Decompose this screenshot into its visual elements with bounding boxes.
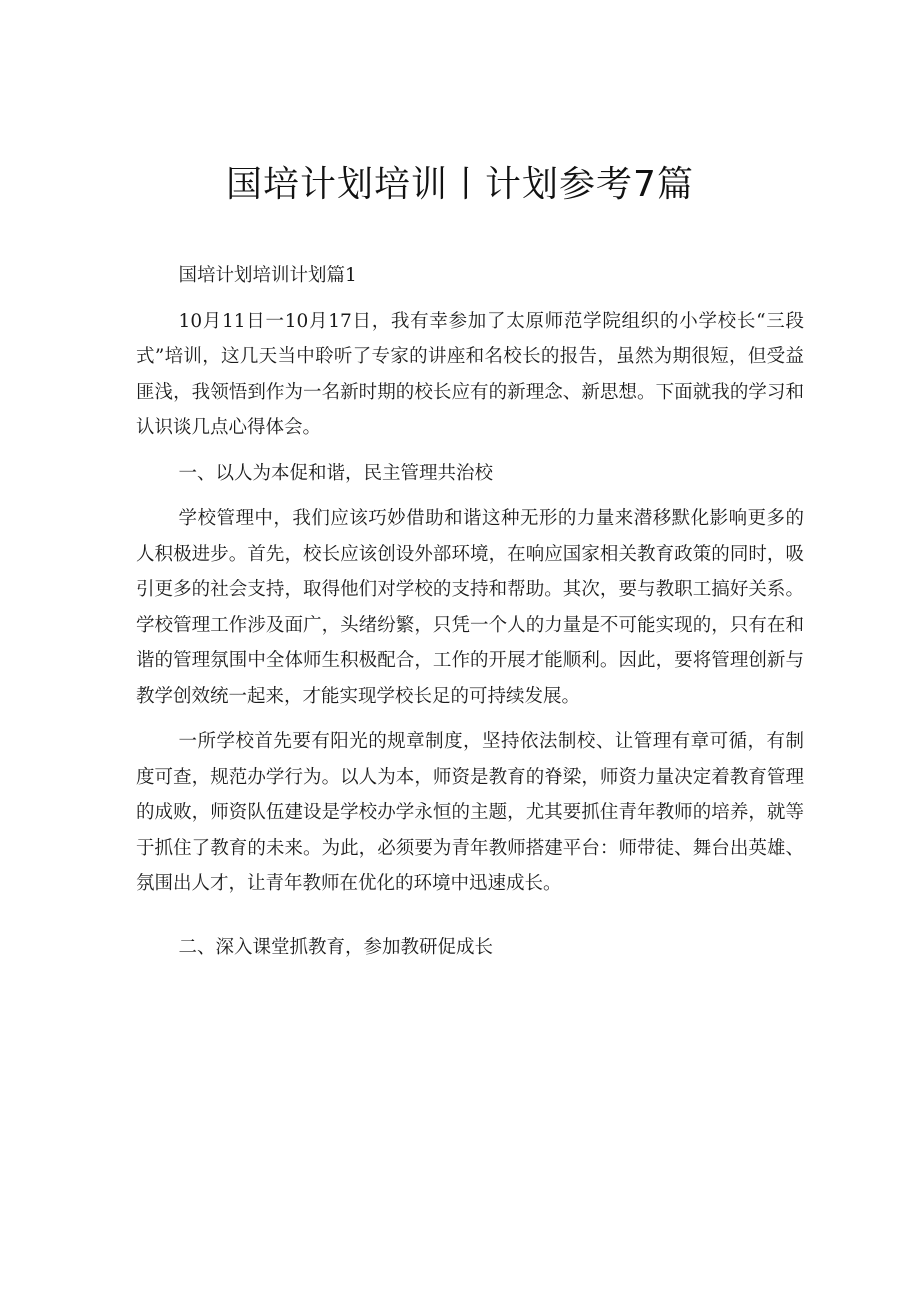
section-subtitle: 国培计划培训计划篇1 bbox=[178, 265, 357, 286]
intro-paragraph: 10月11日一10月17日，我有幸参加了太原师范学院组织的小学校长“三段式”培训，这几天当中聆听了专家的讲座和名校长的报告，虽然为期很短，但受益匪浅，我领悟到作为一名新时期的校长应有的新理念、新思想。下面就我的学习和认识谈几点心得体会。 bbox=[136, 310, 804, 438]
document-title: 国培计划培训丨计划参考7篇 bbox=[226, 164, 694, 205]
section-heading-2: 二、深入课堂抓教育，参加教研促成长 bbox=[178, 936, 494, 958]
section-heading-1: 一、以人为本促和谐，民主管理共治校 bbox=[178, 462, 494, 484]
document-body bbox=[136, 258, 804, 975]
body-paragraph-2: 一所学校首先要有阳光的规章制度，坚持依法制校、让管理有章可循，有制度可查，规范办学行为。以人为本，师资是教育的脊梁，师资力量决定着教育管理的成败，师资队伍建设是学校办学永恒的主题，尤其要抓住青年教师的培养，就等于抓住了教育的未来。为此，必须要为青年教师搭建平台：师带徒、舞台出英雄、氛围出人才，让青年教师在优化的环境中迅速成长。 bbox=[136, 731, 804, 894]
body-paragraph-1: 学校管理中，我们应该巧妙借助和谐这种无形的力量来潜移默化影响更多的人积极进步。首先，校长应该创设外部环境，在响应国家相关教育政策的同时，吸引更多的社会支持，取得他们对学校的支持和帮助。其次，要与教职工搞好关系。学校管理工作涉及面广，头绪纷繁，只凭一个人的力量是不可能实现的，只有在和谐的管理氛围中全体师生积极配合，工作的开展才能顺利。因此，要将管理创新与教学创效统一起来，才能实现学校长足的可持续发展。 bbox=[136, 508, 804, 707]
